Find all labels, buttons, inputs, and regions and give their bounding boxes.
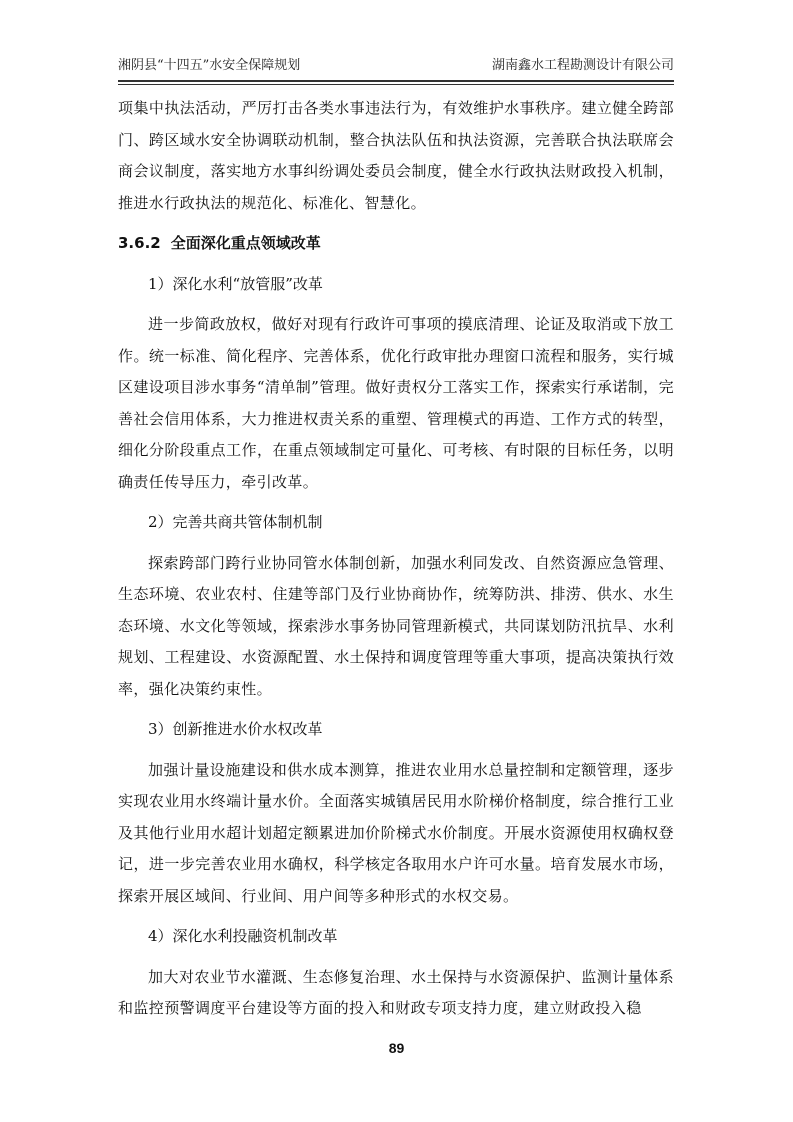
item-1-body: 进一步简政放权，做好对现有行政许可事项的摸底清理、论证及取消或下放工作。统一标准、简化程序、完善体系，优化行政审批办理窗口流程和服务，实行城区建设项目涉水事务“清单制”管理。做好责权分工落实工作，探索实行承诺制，完善社会信用体系，大力推进权责关系的重塑、管理模式的再造、工作方式的转型，细化分阶段重点工作，在重点领域制定可量化、可考核、有时限的目标任务，以明确责任传导压力，牵引改革。 <box>118 315 674 491</box>
item-4-body: 加大对农业节水灌溉、生态修复治理、水土保持与水资源保护、监测计量体系和监控预警调度平台建设等方面的投入和财政专项支持力度，建立财政投入稳 <box>118 967 674 1017</box>
item-1-title: 1）深化水利“放管服”改革 <box>148 274 323 293</box>
item-3-title: 3）创新推进水价水权改革 <box>148 720 323 738</box>
intro-paragraph: 项集中执法活动，严厉打击各类水事违法行为，有效维护水事秩序。建立健全跨部门、跨区域水安全协调联动机制，整合执法队伍和执法资源，完善联合执法联席会商会议制度，落实地方水事纠纷调处委员会制度，健全水行政执法财政投入机制，推进水行政执法的规范化、标准化、智慧化。 <box>118 99 674 212</box>
item-2-title: 2）完善共商共管体制机制 <box>148 513 323 531</box>
item-2-body: 探索跨部门跨行业协同管水体制创新，加强水利同发改、自然资源应急管理、生态环境、农业农村、住建等部门及行业协商协作，统筹防洪、排涝、供水、水生态环境、水文化等领域，探索涉水事务协同管理新模式，共同谋划防汛抗旱、水利规划、工程建设、水资源配置、水土保持和调度管理等重大事项，提高决策执行效率，强化决策约束性。 <box>118 553 674 698</box>
header-rule-thick <box>118 80 674 82</box>
header-company-name: 湖南鑫水工程勘测设计有限公司 <box>491 58 674 73</box>
page-number: 89 <box>388 1040 405 1056</box>
section-title: 全面深化重点领域改革 <box>170 234 321 252</box>
section-number: 3.6.2 <box>118 234 161 252</box>
page-body <box>118 93 674 1034</box>
page-header <box>118 57 674 75</box>
section-heading <box>118 228 674 260</box>
item-3-body: 加强计量设施建设和供水成本测算，推进农业用水总量控制和定额管理，逐步实现农业用水终端计量水价。全面落实城镇居民用水阶梯价格制度，综合推行工业及其他行业用水超计划超定额累进加价阶梯式水价制度。开展水资源使用权确权登记，进一步完善农业用水确权，科学核定各取用水户许可水量。培育发展水市场，探索开展区域间、行业间、用户间等多种形式的水权交易。 <box>118 760 674 905</box>
header-document-title: 湘阴县“十四五”水安全保障规划 <box>118 58 301 73</box>
header-rule-thin <box>118 84 674 85</box>
item-4-title: 4）深化水利投融资机制改革 <box>148 927 338 945</box>
